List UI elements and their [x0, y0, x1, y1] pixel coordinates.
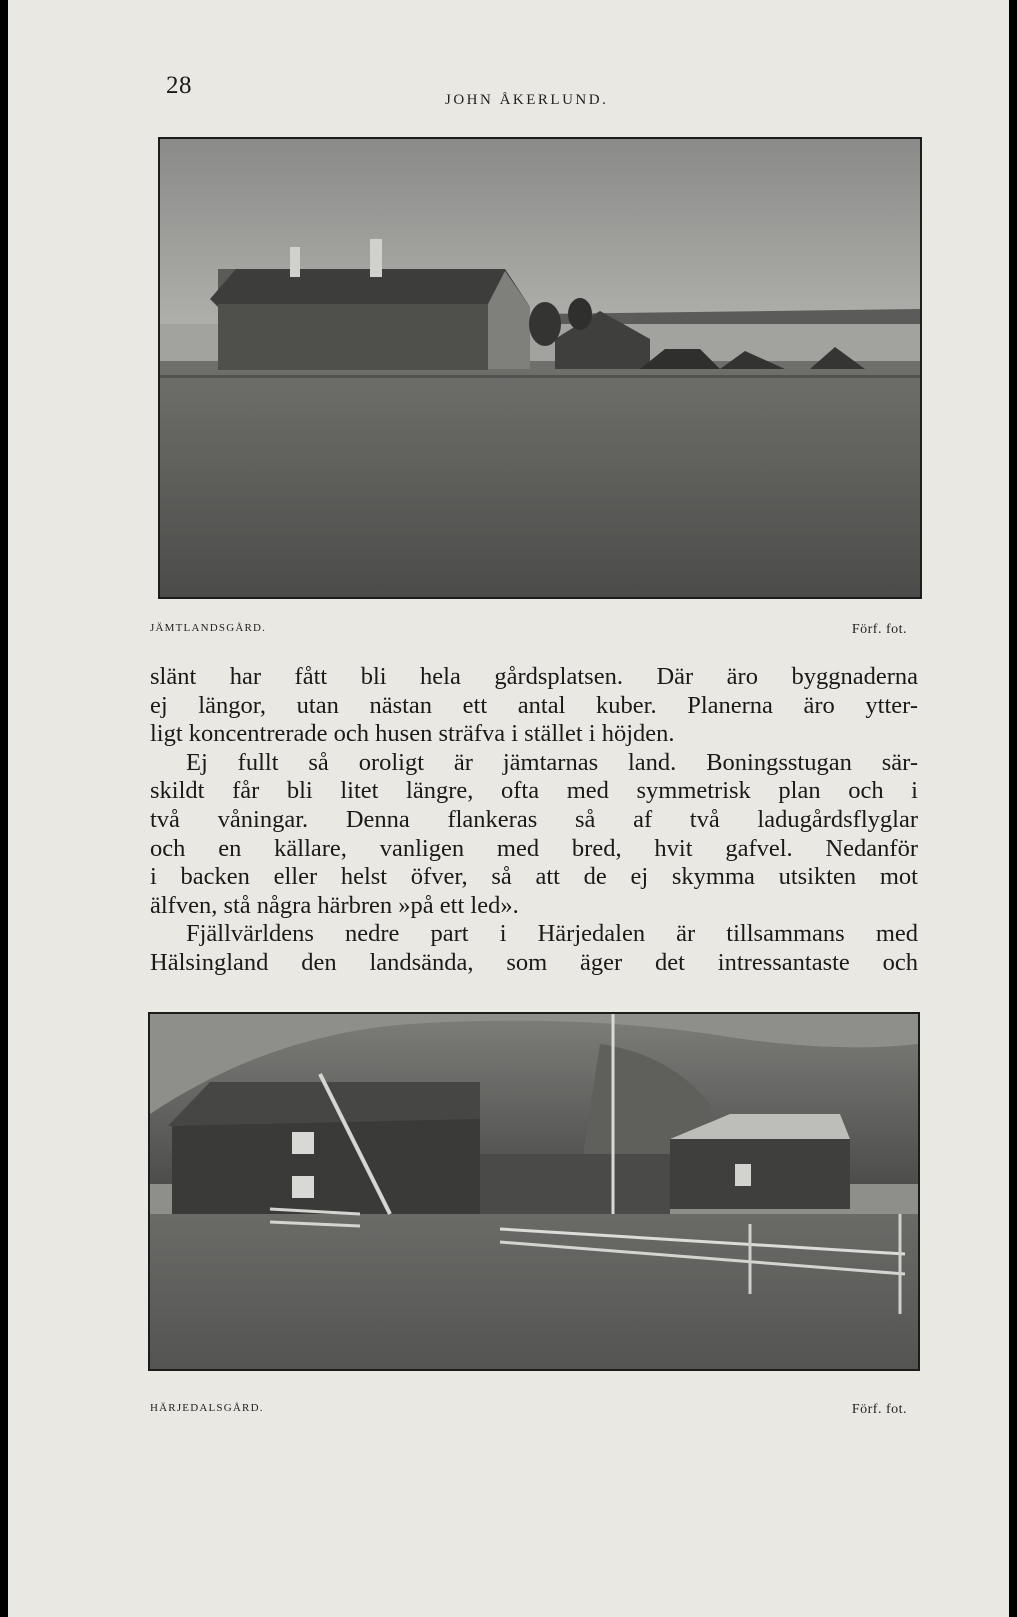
body-text: [150, 663, 918, 978]
figure-2-credit: Förf. fot.: [851, 1402, 907, 1417]
figure-1-credit: Förf. fot.: [851, 622, 907, 637]
farm-photograph-2: [150, 1014, 918, 1369]
text-line: Ej fullt så oroligt är jämtarnas land. Boningsstugan sär-: [186, 748, 918, 776]
text-line: Fjällvärldens nedre part i Härjedalen är tillsammans med: [186, 920, 918, 948]
photo-jamtlandsgard: [158, 137, 922, 599]
text-line: slänt har fått bli hela gårdsplatsen. Där äro byggnaderna: [150, 663, 918, 690]
running-head: JOHN ÅKERLUND.: [445, 92, 609, 108]
text-line: älfven, stå några härbren »på ett led».: [150, 891, 519, 919]
text-line: ligt koncentrerade och husen sträfva i stället i höjden.: [150, 720, 675, 748]
photo-harjedalsgard: [148, 1012, 920, 1371]
text-line: skildt får bli litet längre, ofta med symmetrisk plan och i: [150, 777, 918, 805]
figure-1-caption: JÄMTLANDSGÅRD.: [150, 622, 267, 634]
text-line: Hälsingland den landsända, som äger det intressantaste och: [150, 948, 918, 976]
text-line: och en källare, vanligen med bred, hvit gafvel. Nedanför: [150, 834, 918, 862]
page-number: 28: [166, 72, 192, 99]
farm-photograph-1: [160, 139, 920, 597]
figure-2-caption: HÄRJEDALSGÅRD.: [150, 1402, 264, 1414]
book-page: [8, 0, 1009, 1617]
text-line: två våningar. Denna flankeras så af två ladugårdsflyglar: [150, 805, 918, 833]
text-line: i backen eller helst öfver, så att de ej skymma utsikten mot: [150, 863, 918, 891]
text-line: ej längor, utan nästan ett antal kuber. Planerna äro ytter-: [150, 691, 918, 719]
